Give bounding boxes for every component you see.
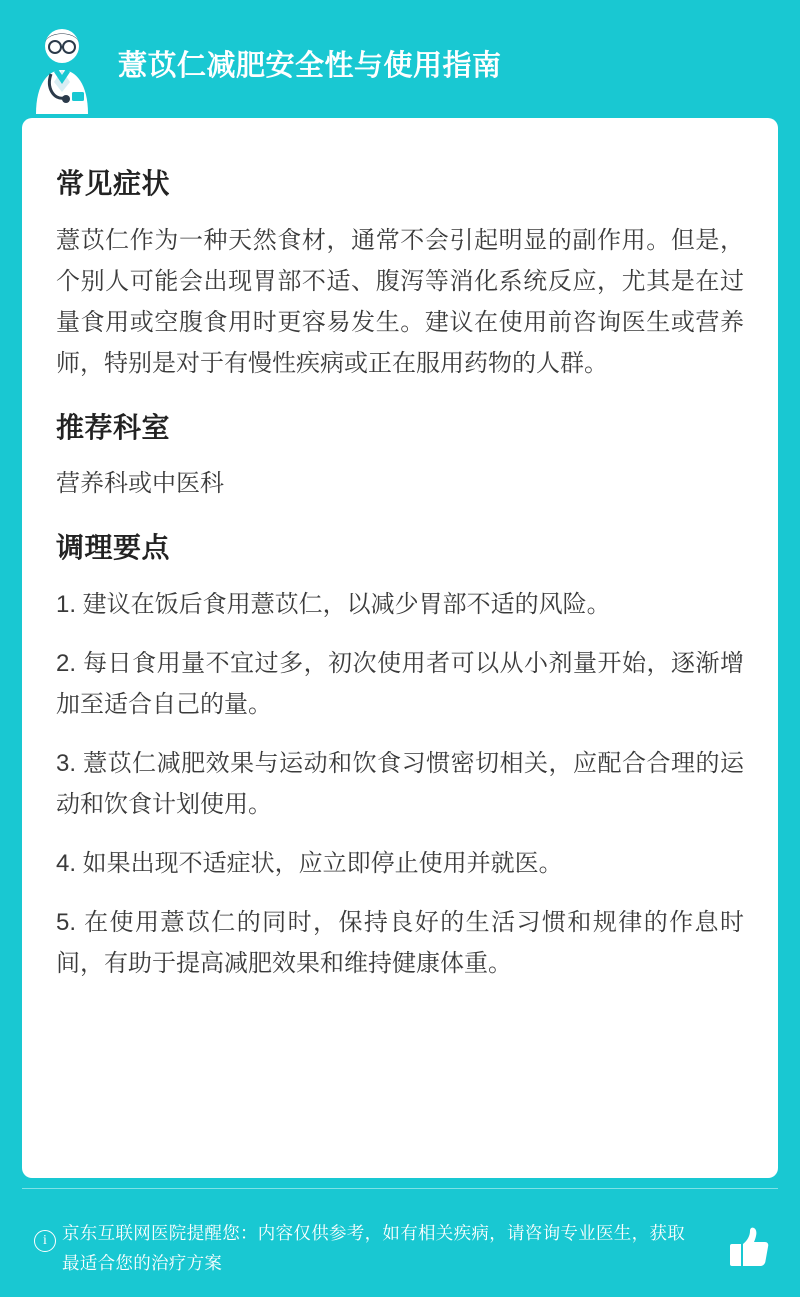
thumbs-up-icon[interactable] (726, 1224, 772, 1270)
footer-divider (22, 1188, 778, 1189)
list-item: 1. 建议在饭后食用薏苡仁，以减少胃部不适的风险。 (56, 591, 611, 618)
info-circle-icon: i (34, 1230, 56, 1252)
list-item: 2. 每日食用量不宜过多，初次使用者可以从小剂量开始，逐渐增加至适合自己的量。 (56, 650, 744, 718)
page-header (0, 0, 800, 118)
footer-disclaimer-text: 京东互联网医院提醒您：内容仅供参考，如有相关疾病，请咨询专业医生，获取最适合您的治疗方案 (62, 1223, 685, 1273)
list-item: 4. 如果出现不适症状，应立即停止使用并就医。 (56, 850, 563, 877)
section-heading-department: 推荐科室 (56, 412, 171, 443)
section-heading-symptoms: 常见症状 (56, 168, 171, 199)
section-heading-tips: 调理要点 (56, 532, 171, 563)
content-card (22, 118, 778, 1178)
doctor-avatar-icon (18, 22, 106, 114)
list-item: 5. 在使用薏苡仁的同时，保持良好的生活习惯和规律的作息时间，有助于提高减肥效果和维持健康体重。 (56, 909, 744, 977)
list-item: 3. 薏苡仁减肥效果与运动和饮食习惯密切相关，应配合合理的运动和饮食计划使用。 (56, 750, 744, 818)
page-title: 薏苡仁减肥安全性与使用指南 (118, 50, 502, 82)
section-text-department: 营养科或中医科 (56, 470, 224, 497)
section-text-symptoms: 薏苡仁作为一种天然食材，通常不会引起明显的副作用。但是，个别人可能会出现胃部不适、腹泻等消化系统反应，尤其是在过量食用或空腹食用时更容易发生。建议在使用前咨询医生或营养师，特别是对于有慢性疾病或正在服用药物的人群。 (56, 227, 744, 377)
page-footer (0, 1196, 800, 1297)
